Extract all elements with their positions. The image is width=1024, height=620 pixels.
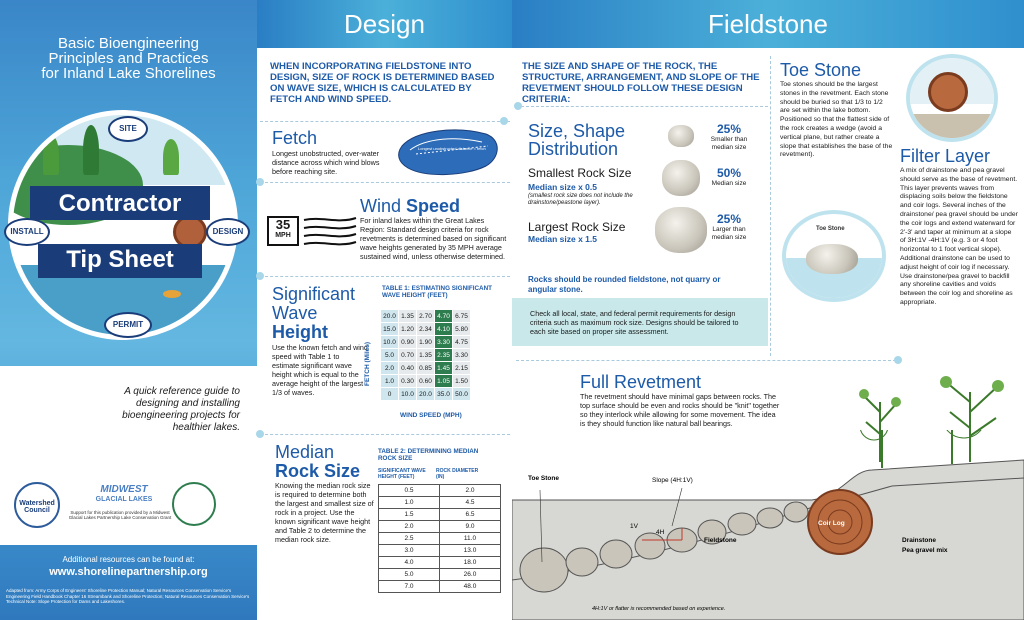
dist-pct: 50% [716,166,742,180]
table1-cell: 0.30 [399,375,417,388]
table2-cell: 5.0 [379,569,440,581]
pill-install: INSTALL [4,218,50,246]
divider [260,182,510,183]
diagram-drain-label: Drainstone [902,537,936,544]
divider [516,360,896,361]
table1-cell: 10.0 [399,388,417,401]
tree-icon [163,139,179,175]
table2-row [379,545,501,557]
median-title-2: Rock Size [275,461,361,481]
vertical-divider [770,56,771,356]
plants-illustration [850,372,1020,462]
sig-title-2: Wave [272,303,318,323]
diagram-toe-label: Toe Stone [528,475,559,482]
cover-title-line: Basic Bioengineering [58,35,199,52]
rounded-note: Rocks should be rounded fieldstone, not quarry or angular stone. [528,275,721,294]
table1-xlabel: WIND SPEED (MPH) [400,412,462,419]
table2-cell: 2.5 [379,533,440,545]
table1-cell: 0.90 [399,336,417,349]
diagram-pea-label: Pea gravel mix [902,547,948,554]
diagram-coir-label: Coir Log [818,520,845,527]
largest-formula: Median size x 1.5 [528,234,597,244]
table1-cell: 1.50 [453,375,471,388]
quick-line: designing and installing [136,398,240,409]
mph-number: 35 [275,217,291,232]
table2-row [379,509,501,521]
table1-cell: 1.05 [435,375,453,388]
table1 [380,309,471,401]
pill-site: SITE [108,116,148,142]
table2-cell: 2.0 [440,485,501,497]
toe-body: Toe stones should be the largest stones in the revetment. Each stone should be buried so that 1/3 to 1/2 are set within the lake bottom. Positioned so that the flattest side of the rock creates a wedge (avoid a vertical plane, but rather create a slope that establishes the base of the revetment). [780,81,893,159]
table1-cell: 50.0 [453,388,471,401]
sig-body: Use the known fetch and wind speed with Table 1 to estimate significant wave height which is equal to the average height of the largest 1/3 of waves. [272,343,368,397]
table1-cell: 0.85 [417,362,435,375]
table2-row [379,533,501,545]
pill-permit: PERMIT [104,312,152,338]
coir-log-icon [928,72,968,112]
quick-line: bioengineering projects for [122,410,240,421]
table1-row [381,362,471,375]
cover-title-line: Principles and Practices [48,50,209,67]
table1-cell: 4.10 [435,323,453,336]
table2-title: TABLE 2: DETERMINING MEDIAN ROCK SIZE [378,448,479,462]
smallest-note: (smallest rock size does not include the drainstone/peastone layer). [528,193,633,206]
fetch-map-label: Longest unobstructed distance = fetch [418,146,486,151]
divider-dot [256,272,264,280]
median-rock-icon [662,160,700,196]
tree-icon [43,135,59,175]
michigan-logo [172,482,216,526]
table2-row [379,521,501,533]
table1-cell: 0.70 [399,349,417,362]
table2-cell: 48.0 [440,581,501,593]
table1-body [381,310,471,401]
dist-desc: Larger than median size [711,226,747,241]
tree-icon [83,125,99,175]
fetch-map [396,126,504,178]
mph-unit: MPH [275,232,291,239]
toe-img-label: Toe Stone [816,226,845,232]
wind-body: For inland lakes within the Great Lakes Region: Standard design criteria for rock revetments is determined based on significant wave heights generated by 35 MPH average sustained wind, unless otherwise determined. [360,216,507,261]
table2-cell: 26.0 [440,569,501,581]
median-title-1: Median [275,442,335,462]
table1-cell: 20.0 [381,310,399,323]
toe-stone-illustration [782,210,886,302]
cover-title-line: for Inland Lake Shorelines [41,65,216,82]
table2-cell: 1.5 [379,509,440,521]
table1-cell: 35.0 [435,388,453,401]
table1-cell: 20.0 [417,388,435,401]
toe-rock-icon [806,244,858,274]
table2-cell: 13.0 [440,545,501,557]
divider-dot [256,178,264,186]
cover-title-tipsheet: Tip Sheet [66,246,174,273]
table1-row [381,388,471,401]
table1-cell: 5.0 [381,349,399,362]
table1-cell: 1.0 [381,375,399,388]
largest-title: Largest Rock Size [528,220,626,234]
table1-cell: 3.30 [435,336,453,349]
sig-title-3: Height [272,322,328,342]
filter-layer-illustration [906,54,998,142]
fetch-body: Longest unobstructed, over-water distance across which wind blows before reaching site. [272,149,380,176]
diagram-h-label: 4H [656,529,665,536]
table2-cell: 3.0 [379,545,440,557]
dist-desc: Median size [711,180,747,187]
divider-dot [514,102,522,110]
fieldstone-header: Fieldstone [512,0,1024,48]
filter-title: Filter Layer [900,146,991,166]
table1-ylabel: FETCH (Miles) [364,341,371,387]
table1-cell: 6.75 [453,310,471,323]
table1-cell: 2.34 [417,323,435,336]
divider-dot [256,430,264,438]
table2-row [379,485,501,497]
table2-body [379,485,501,593]
divider-dot [894,356,902,364]
table1-cell: 2.15 [453,362,471,375]
table2-cell: 11.0 [440,533,501,545]
toe-title: Toe Stone [780,60,862,80]
quick-reference [10,386,240,434]
table1-cell: 3.30 [453,349,471,362]
table1-row [381,375,471,388]
table2-row [379,497,501,509]
smallest-title: Smallest Rock Size [528,166,632,180]
pill-design: DESIGN [206,218,250,246]
table1-cell: 4.70 [435,310,453,323]
table1-cell: 2.0 [381,362,399,375]
design-intro: WHEN INCORPORATING FIELDSTONE INTO DESIGN, SIZE OF ROCK IS DETERMINED BASED ON WAVE SIZE, WHICH IS CALCULATED BY FETCH AND WIND SPEED. [270,61,495,105]
support-note: Support for this publication provided by a Midwest Glacial Lakes Partnership Lake Conservation Grant [68,510,172,520]
fieldstone-intro: THE SIZE AND SHAPE OF THE ROCK, THE STRUCTURE, ARRANGEMENT, AND SLOPE OF THE REVETMENT SHOULD FOLLOW THESE DESIGN CRITERIA: [522,61,760,105]
resources-url[interactable]: www.shorelinepartnership.org [49,566,208,578]
table2-cell: 9.0 [440,521,501,533]
table1-cell: 2.70 [417,310,435,323]
table1-cell: 15.0 [381,323,399,336]
table1-cell: 1.35 [399,310,417,323]
table1-cell: 1.45 [435,362,453,375]
table1-cell: 1.35 [417,349,435,362]
cover-panel [0,0,257,620]
wind-title-2: Speed [406,196,461,216]
table1-cell: 1.20 [399,323,417,336]
dist-small [704,122,754,152]
large-rock-icon [655,207,707,253]
divider [260,276,510,277]
fetch-title: Fetch [272,128,318,148]
sig-title-1: Significant [272,284,356,304]
cover-title [0,36,257,81]
resources-label: Additional resources can be found at: [62,555,195,564]
full-title: Full Revetment [580,372,702,392]
gravel [910,114,998,142]
midwest-logo-text: MIDWEST [100,484,148,495]
smallest-formula: Median size x 0.5 [528,182,597,192]
table2-row [379,569,501,581]
adapted-note: Adapted from: Army Corps of Engineers' Shoreline Protection Manual; Natural Resources Conservation Service's Engineering Field Handbook Chapter 16 Streambank and Shoreline Protection; Natural Resources Conservation Service's Technical Note: Slope Protection for Dams and Lakeshores. [6,588,250,604]
median-title [275,443,360,481]
sig-title [272,285,355,342]
speed-sign-icon [267,216,299,246]
dist-large [704,212,754,242]
table1-cell: 5.80 [453,323,471,336]
size-title: Size, Shape Distribution [528,121,626,159]
cover-title-contractor: Contractor [58,190,182,217]
table2-cell: 18.0 [440,557,501,569]
divider-dot [500,117,508,125]
table1-cell: 10.0 [381,336,399,349]
table2-cell: 4.5 [440,497,501,509]
diagram-slope-label: Slope (4H:1V) [652,477,693,484]
table1-row [381,310,471,323]
wind-icon [302,214,358,250]
table1-row [381,349,471,362]
design-header: Design [257,0,512,48]
table1-cell: 0.40 [399,362,417,375]
table1-cell: 0.60 [417,375,435,388]
quick-line: healthier lakes. [172,422,240,433]
table2 [378,484,501,593]
table1-title: TABLE 1: ESTIMATING SIGNIFICANT WAVE HEIGHT (FEET) [382,285,492,299]
permit-callout-text: Check all local, state, and federal permit requirements for design criteria such as maximum rock size. Designs should be tailored to each site based on proper site assessment. [530,309,739,336]
dist-desc: Smaller than median size [710,136,748,151]
table1-cell: 2.35 [435,349,453,362]
full-body: The revetment should have minimal gaps between rocks. The top surface should be even and rocks should be "knit" together so they interlock while allowing for some movement. The idea is they should function like natural ball bearings. [580,392,780,428]
dist-pct: 25% [716,122,742,136]
table1-row [381,336,471,349]
table1-row [381,323,471,336]
small-rock-icon [668,125,694,147]
wind-title-1: Wind [360,196,407,216]
table2-cell: 2.0 [379,521,440,533]
diagram-note: 4H:1V or flatter is recommended based on experience. [592,606,726,612]
table1-cell: 1.90 [417,336,435,349]
fish-icon [163,290,181,298]
table2-cell: 0.5 [379,485,440,497]
divider [260,434,510,435]
table2-col1: SIGNIFICANT WAVE HEIGHT (FEET) [378,468,426,480]
table2-cell: 1.0 [379,497,440,509]
table2-cell: 6.5 [440,509,501,521]
table2-cell: 4.0 [379,557,440,569]
table2-row [379,557,501,569]
diagram-fieldstone-label: Fieldstone [704,537,737,544]
quick-line: A quick reference guide to [124,386,240,397]
filter-body: A mix of drainstone and pea gravel should serve as the base of revetment. This layer prevents waves from displacing soils below the fieldstone and coir logs. Several inches of the drainstone/ pea gravel should be under the coir logs and extend waterward for 2'-3' and taper at minimum at a slope of 3H:1V -4H:1V (e.g. 3 or 4 foot horizontal to 1 foot vertical slope). Additional drainstone can be used to adjust height of coir log if necessary. Use drainstone/pea gravel to backfill any shoreline cavities and voids between the coir log and shoreline as appropriate. [900,167,1018,306]
wind-title [360,196,460,217]
table2-cell: 7.0 [379,581,440,593]
diagram-v-label: 1V [630,523,638,530]
glacial-lakes-logo-text: GLACIAL LAKES [95,496,153,503]
table1-cell: 4.75 [453,336,471,349]
dist-median [704,166,754,188]
table2-row [379,581,501,593]
median-body: Knowing the median rock size is required to determine both the largest and smallest size of rock in a project. Use the known significant wave height and Table 2 to determine the median rock size. [275,481,374,544]
table1-cell: 0 [381,388,399,401]
dist-pct: 25% [716,212,742,226]
watershed-logo-text: Watershed Council [19,500,55,514]
table2-col2: ROCK DIAMETER (IN) [436,468,479,480]
divider [260,121,510,122]
divider [516,106,768,107]
